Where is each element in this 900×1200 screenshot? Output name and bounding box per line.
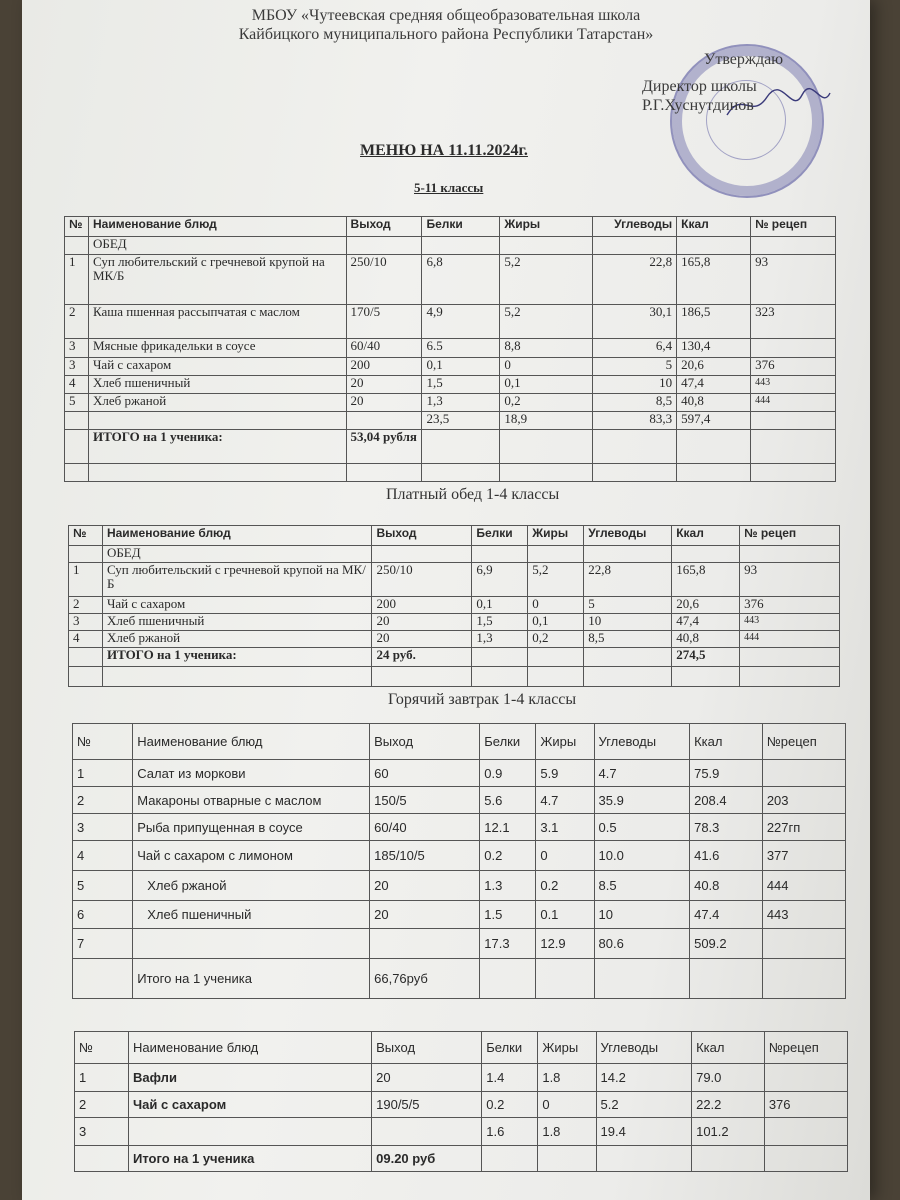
itogo-kcal: 274,5 [672,648,740,667]
table-header-row [73,724,846,760]
table-header-row [75,1032,848,1064]
table-row [69,597,840,614]
cell: 0 [538,1092,596,1118]
cell: 323 [751,305,836,339]
cell: 1.3 [480,871,536,901]
section-label: ОБЕД [102,546,372,563]
cell: 6,8 [422,255,500,305]
col-protein: Белки [480,724,536,760]
cell: 0,1 [422,358,500,376]
totals-row [65,412,836,430]
col-kcal: Ккал [690,724,763,760]
cell: 0.9 [480,760,536,787]
col-name: Наименование блюд [133,724,370,760]
cell: 444 [740,631,840,648]
cell: 2 [69,597,103,614]
cell: 2 [75,1092,129,1118]
cell: 1,5 [472,614,528,631]
cell: Макароны отварные с маслом [133,787,370,814]
cell: 1 [75,1064,129,1092]
total-kcal: 101.2 [692,1118,765,1146]
cell: 47,4 [677,376,751,394]
cell: 5.2 [596,1092,692,1118]
total-fat: 18,9 [500,412,593,430]
cell: 0 [536,841,594,871]
cell: 0,1 [528,614,584,631]
table-row [75,1092,848,1118]
cell [751,339,836,358]
school-header [22,6,870,44]
itogo-row [69,648,840,667]
totals-row [73,929,846,959]
cell: 30,1 [593,305,677,339]
col-recipe: №рецеп [762,724,845,760]
col-recipe: №рецеп [764,1032,847,1064]
cell: 376 [740,597,840,614]
cell: 186,5 [677,305,751,339]
total-kcal: 509.2 [690,929,763,959]
col-output: Выход [372,526,472,546]
col-num: № [73,724,133,760]
cell: 4,9 [422,305,500,339]
table-row [65,376,836,394]
approval-block [642,50,783,115]
table-row [69,563,840,597]
cell: Суп любительский с гречневой крупой на МК/Б [102,563,372,597]
cell: 20 [372,614,472,631]
cell: 20 [372,1064,482,1092]
col-fat: Жиры [528,526,584,546]
cell: 10.0 [594,841,690,871]
cell: 0,1 [472,597,528,614]
col-fat: Жиры [536,724,594,760]
cell: Суп любительский с гречневой крупой на МК/Б [88,255,346,305]
cell: 0,2 [528,631,584,648]
total-protein: 17.3 [480,929,536,959]
cell: 10 [584,614,672,631]
cell: 5,2 [500,255,593,305]
cell: Каша пшенная рассыпчатая с маслом [88,305,346,339]
col-fat: Жиры [500,217,593,237]
total-carbs: 19.4 [596,1118,692,1146]
cell: 22.2 [692,1092,765,1118]
cell: 20 [370,871,480,901]
cell: 14.2 [596,1064,692,1092]
cell: 8,5 [593,394,677,412]
table-row [65,305,836,339]
col-num: № [75,1032,129,1064]
col-name: Наименование блюд [88,217,346,237]
cell: 40,8 [677,394,751,412]
table-row [73,871,846,901]
table-row [69,631,840,648]
cell: 60/40 [346,339,422,358]
cell: 3 [69,614,103,631]
cell: 5 [73,871,133,901]
cell: 78.3 [690,814,763,841]
cell: 20 [346,394,422,412]
cell: Рыба припущенная в соусе [133,814,370,841]
itogo-label: ИТОГО на 1 ученика: [102,648,372,667]
menu-table-5-11 [64,216,836,482]
menu-table-paid-lunch [68,525,840,687]
cell: 0.1 [536,901,594,929]
cell: 6.5 [422,339,500,358]
cell: 1.8 [538,1064,596,1092]
col-name: Наименование блюд [129,1032,372,1064]
col-kcal: Ккал [672,526,740,546]
cell: 1 [73,760,133,787]
cell: 203 [762,787,845,814]
cell: 22,8 [584,563,672,597]
itogo-row [75,1146,848,1172]
cell: Хлеб пшеничный [88,376,346,394]
cell: 22,8 [593,255,677,305]
cell: 4 [65,376,89,394]
cell: 376 [764,1092,847,1118]
cell: 0.2 [536,871,594,901]
cell: 130,4 [677,339,751,358]
cell: 443 [762,901,845,929]
itogo-row [65,430,836,464]
col-num: № [65,217,89,237]
cell: 3.1 [536,814,594,841]
menu-subtitle: 5-11 классы [414,180,484,195]
cell: 444 [751,394,836,412]
col-carbs: Углеводы [584,526,672,546]
itogo-price: 53,04 рубля [346,430,422,464]
col-carbs: Углеводы [594,724,690,760]
itogo-label: Итого на 1 ученика [129,1146,372,1172]
cell: 3 [73,814,133,841]
cell: Мясные фрикадельки в соусе [88,339,346,358]
cell: 4.7 [594,760,690,787]
total-carbs: 80.6 [594,929,690,959]
cell: Чай с сахаром с лимоном [133,841,370,871]
cell: 3 [65,358,89,376]
section-label: ОБЕД [88,237,346,255]
col-recipe: № рецеп [751,217,836,237]
total-num: 3 [75,1118,129,1146]
col-recipe: № рецеп [740,526,840,546]
cell: 1.4 [482,1064,538,1092]
cell: 4 [69,631,103,648]
approve-label: Утверждаю [704,51,784,68]
cell: 2 [65,305,89,339]
table-row [73,841,846,871]
cell: 250/10 [372,563,472,597]
cell: 443 [740,614,840,631]
cell: 5,2 [528,563,584,597]
cell: 4 [73,841,133,871]
cell: 6,9 [472,563,528,597]
cell: 170/5 [346,305,422,339]
cell: 93 [751,255,836,305]
cell: 165,8 [672,563,740,597]
cell: 200 [372,597,472,614]
cell: 444 [762,871,845,901]
cell: 443 [751,376,836,394]
cell: 0,2 [500,394,593,412]
cell: 47,4 [672,614,740,631]
cell: 60/40 [370,814,480,841]
cell: 6 [73,901,133,929]
cell: 377 [762,841,845,871]
cell: 208.4 [690,787,763,814]
cell: 20 [372,631,472,648]
school-name-line1: МБОУ «Чутеевская средняя общеобразовательная школа [251,7,641,24]
cell: 5 [584,597,672,614]
cell: 2 [73,787,133,814]
cell: 376 [751,358,836,376]
cell: 8,8 [500,339,593,358]
col-carbs: Углеводы [596,1032,692,1064]
cell: Салат из моркови [133,760,370,787]
cell: 40,8 [672,631,740,648]
cell: 1 [65,255,89,305]
table-row [75,1064,848,1092]
cell: 5,2 [500,305,593,339]
cell: 4.7 [536,787,594,814]
cell: 8.5 [594,871,690,901]
col-kcal: Ккал [692,1032,765,1064]
total-fat: 12.9 [536,929,594,959]
itogo-row [73,959,846,999]
cell: 75.9 [690,760,763,787]
cell: 20 [370,901,480,929]
cell: 41.6 [690,841,763,871]
director-name: Р.Г.Хуснутдинов [642,97,754,114]
total-carbs: 83,3 [593,412,677,430]
cell: 227гп [762,814,845,841]
itogo-label: ИТОГО на 1 ученика: [88,430,346,464]
col-protein: Белки [472,526,528,546]
table-header-row [69,526,840,546]
col-carbs: Углеводы [593,217,677,237]
cell: 12.1 [480,814,536,841]
menu-table-hot-breakfast [72,723,846,999]
cell: 0.2 [480,841,536,871]
table-row [65,339,836,358]
table-header-row [65,217,836,237]
school-name-line2: Кайбицкого муниципального района Республики Татарстан» [238,26,654,43]
cell: Хлеб пшеничный [133,901,370,929]
col-fat: Жиры [538,1032,596,1064]
cell: 79.0 [692,1064,765,1092]
cell: 200 [346,358,422,376]
cell: 10 [594,901,690,929]
cell: 0,1 [500,376,593,394]
cell: 5 [65,394,89,412]
cell: 190/5/5 [372,1092,482,1118]
total-kcal: 597,4 [677,412,751,430]
cell: 20,6 [677,358,751,376]
document-page [22,0,870,1200]
col-output: Выход [346,217,422,237]
caption-paid-lunch: Платный обед 1-4 классы [386,486,560,503]
menu-title: МЕНЮ НА 11.11.2024г. [360,142,528,159]
section-row [69,546,840,563]
table-row [73,901,846,929]
table-row [65,255,836,305]
col-protein: Белки [482,1032,538,1064]
table-row [65,394,836,412]
itogo-price: 66,76руб [370,959,480,999]
col-protein: Белки [422,217,500,237]
cell: 60 [370,760,480,787]
cell: 1,3 [422,394,500,412]
col-output: Выход [370,724,480,760]
cell: Чай с сахаром [129,1092,372,1118]
cell: 3 [65,339,89,358]
cell: 0.2 [482,1092,538,1118]
cell: 5.6 [480,787,536,814]
menu-table-snack [74,1031,848,1172]
col-output: Выход [372,1032,482,1064]
cell: 6,4 [593,339,677,358]
table-row [73,787,846,814]
col-num: № [69,526,103,546]
director-position: Директор школы [642,78,757,95]
itogo-price: 24 руб. [372,648,472,667]
cell: 35.9 [594,787,690,814]
cell: 0.5 [594,814,690,841]
cell: 0 [528,597,584,614]
cell: Хлеб ржаной [88,394,346,412]
cell: Чай с сахаром [102,597,372,614]
cell: Хлеб пшеничный [102,614,372,631]
cell: Хлеб ржаной [102,631,372,648]
itogo-price: 09.20 руб [372,1146,482,1172]
cell: 165,8 [677,255,751,305]
cell [764,1064,847,1092]
cell: 5.9 [536,760,594,787]
cell [762,760,845,787]
total-protein: 23,5 [422,412,500,430]
cell: 150/5 [370,787,480,814]
cell: Хлеб ржаной [133,871,370,901]
cell: 1.5 [480,901,536,929]
cell: 0 [500,358,593,376]
total-protein: 1.6 [482,1118,538,1146]
table-row [73,814,846,841]
cell: 1,5 [422,376,500,394]
col-name: Наименование блюд [102,526,372,546]
cell: 250/10 [346,255,422,305]
table-row [65,358,836,376]
cell: 93 [740,563,840,597]
totals-row [75,1118,848,1146]
section-row [65,237,836,255]
total-num: 7 [73,929,133,959]
cell: 10 [593,376,677,394]
cell: 8,5 [584,631,672,648]
caption-hot-breakfast: Горячий завтрак 1-4 классы [388,691,577,708]
cell: 20 [346,376,422,394]
cell: 5 [593,358,677,376]
itogo-label: Итого на 1 ученика [133,959,370,999]
cell: Чай с сахаром [88,358,346,376]
cell: 20,6 [672,597,740,614]
cell: 1 [69,563,103,597]
cell: 1,3 [472,631,528,648]
cell: Вафли [129,1064,372,1092]
col-kcal: Ккал [677,217,751,237]
cell: 185/10/5 [370,841,480,871]
cell: 47.4 [690,901,763,929]
cell: 40.8 [690,871,763,901]
table-row [69,614,840,631]
total-fat: 1.8 [538,1118,596,1146]
table-row [73,760,846,787]
